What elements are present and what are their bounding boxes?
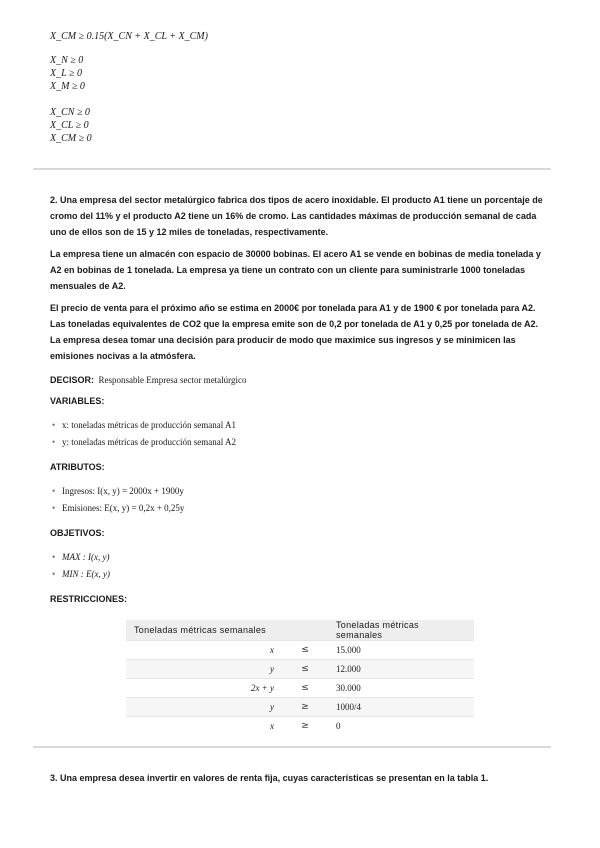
- section-divider: [33, 168, 551, 170]
- math-line: X_L ≥ 0: [50, 68, 82, 79]
- table-row: [126, 717, 474, 736]
- variables-list: [50, 417, 236, 451]
- section-divider: [33, 746, 551, 748]
- constraint-chromium: X_CM ≥ 0.15(X_CN + X_CL + X_CM): [50, 31, 208, 42]
- table-row: [126, 679, 474, 698]
- table-row: [126, 660, 474, 679]
- atributos-heading: ATRIBUTOS:: [50, 462, 105, 472]
- list-item: • MIN : E(x, y): [50, 566, 110, 583]
- variables-heading: VARIABLES:: [50, 396, 105, 406]
- table-cell-op: ≥: [282, 698, 328, 717]
- table-cell-op: ≥: [282, 717, 328, 736]
- problem2-paragraph-3: El precio de venta para el próximo año se estima en 2000€ por tonelada para A1 y de 1900 € por tonelada para A2. Las toneladas equivalentes de CO2 que la empresa emite son de 0,2 por tonelada de A1 y 0,25 por tonelada de A2. La empresa desea tomar una decisión para producir de modo que maximice sus ingresos y se minimicen las emisiones nocivas a la atmósfera.: [50, 303, 538, 361]
- list-item: • y: toneladas métricas de producción semanal A2: [50, 434, 236, 451]
- problem2-paragraph-1: 2. Una empresa del sector metalúrgico fabrica dos tipos de acero inoxidable. El producto A1 tiene un porcentaje de cromo del 11% y el producto A2 tiene un 16% de cromo. Las cantidades máximas de producción semanal de cada uno de ellos son de 15 y 12 miles de toneladas, respectivamente.: [50, 195, 543, 237]
- table-row: [126, 641, 474, 660]
- restricciones-heading: RESTRICCIONES:: [50, 594, 128, 604]
- objetivos-heading: OBJETIVOS:: [50, 528, 105, 538]
- table-cell-op: ≤: [282, 679, 328, 698]
- nonnegativity-group-1: [50, 54, 85, 93]
- decisor-label: DECISOR:: [50, 375, 95, 385]
- table-cell-rhs: 1000/4: [328, 698, 474, 717]
- objetivos-list: [50, 549, 110, 583]
- table-header-row: [126, 620, 474, 641]
- math-line: X_N ≥ 0: [50, 55, 84, 66]
- problem2-paragraph-2: La empresa tiene un almacén con espacio de 30000 bobinas. El acero A1 se vende en bobinas de media tonelada y A2 en bobinas de 1 tonelada. La empresa ya tiene un contrato con un cliente para suministrarle 1000 toneladas mensuales de A2.: [50, 249, 541, 291]
- table-cell-lhs: y: [126, 660, 282, 679]
- math-line: X_M ≥ 0: [50, 81, 85, 92]
- math-line: X_CN ≥ 0: [50, 107, 90, 118]
- table-cell-rhs: 15.000: [328, 641, 474, 660]
- atributos-list: [50, 483, 184, 517]
- nonnegativity-group-2: [50, 106, 92, 145]
- list-item: • Emisiones: E(x, y) = 0,2x + 0,25y: [50, 500, 184, 517]
- math-line: X_CL ≥ 0: [50, 120, 89, 131]
- decisor-line: [50, 370, 247, 388]
- table-cell-op: ≤: [282, 641, 328, 660]
- table-cell-lhs: y: [126, 698, 282, 717]
- decisor-value: Responsable Empresa sector metalúrgico: [98, 375, 247, 385]
- math-line: X_CM ≥ 0: [50, 133, 92, 144]
- table-cell-lhs: 2x + y: [126, 679, 282, 698]
- table-cell-rhs: 30.000: [328, 679, 474, 698]
- list-item: • x: toneladas métricas de producción semanal A1: [50, 417, 236, 434]
- restrictions-table: [126, 620, 474, 735]
- table-cell-rhs: 12.000: [328, 660, 474, 679]
- table-row: [126, 698, 474, 717]
- problem3-paragraph-1: 3. Una empresa desea invertir en valores de renta fija, cuyas características se presentan en la tabla 1.: [50, 773, 489, 783]
- table-cell-op: ≤: [282, 660, 328, 679]
- table-cell-rhs: 0: [328, 717, 474, 736]
- table-cell-lhs: x: [126, 717, 282, 736]
- table-header: Toneladas métricas semanales: [328, 620, 474, 641]
- list-item: • Ingresos: I(x, y) = 2000x + 1900y: [50, 483, 184, 500]
- table-header: Toneladas métricas semanales: [126, 620, 328, 641]
- table-cell-lhs: x: [126, 641, 282, 660]
- list-item: • MAX : I(x, y): [50, 549, 110, 566]
